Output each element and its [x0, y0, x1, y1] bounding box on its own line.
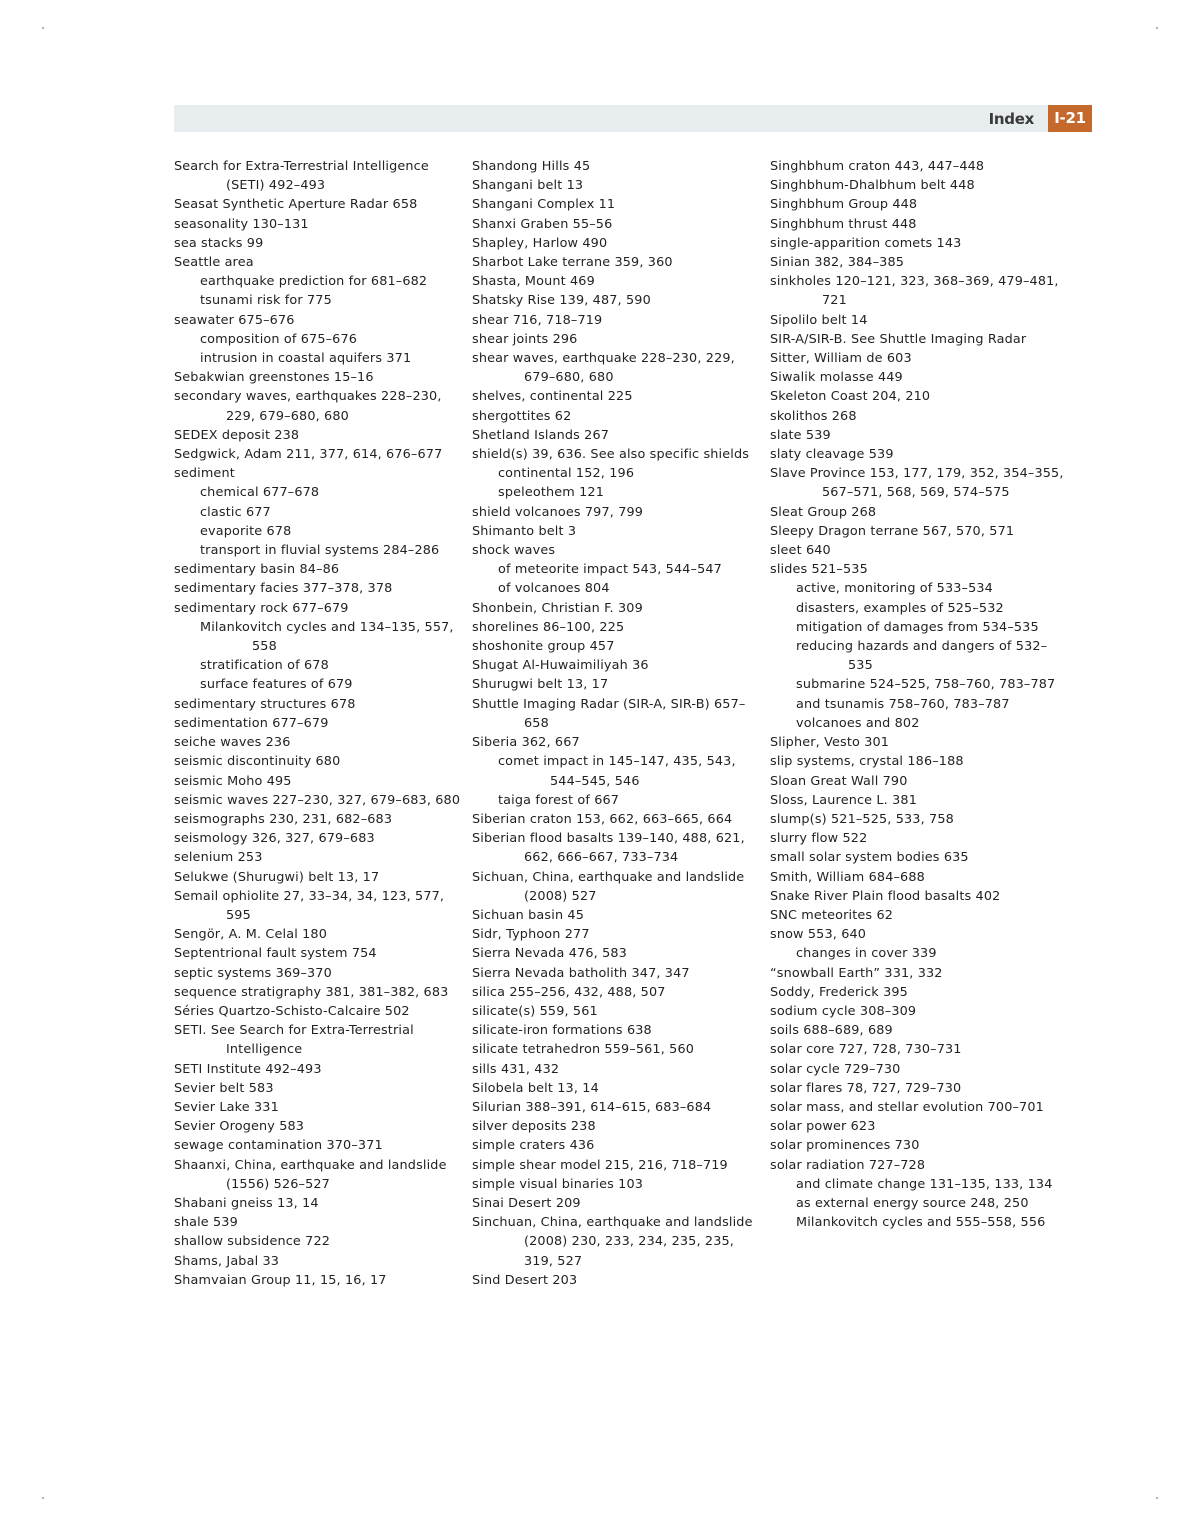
- index-entry: shoshonite group 457: [472, 639, 615, 655]
- index-subentry: continental 152, 196: [498, 466, 635, 482]
- index-subentry: Milankovitch cycles and 555–558, 556: [796, 1215, 1046, 1231]
- index-entry: slump(s) 521–525, 533, 758: [770, 811, 954, 827]
- index-entry: Shuttle Imaging Radar (SIR-A, SIR-B) 657–658: [472, 696, 746, 731]
- index-entry: Silobela belt 13, 14: [472, 1080, 599, 1096]
- index-entry: small solar system bodies 635: [770, 850, 969, 866]
- index-entry: single-apparition comets 143: [770, 235, 962, 251]
- index-entry: Siberia 362, 667: [472, 735, 580, 751]
- index-subentry: intrusion in coastal aquifers 371: [200, 351, 412, 367]
- index-entry: Sloss, Laurence L. 381: [770, 792, 917, 808]
- index-entry: Sleepy Dragon terrane 567, 570, 571: [770, 523, 1015, 539]
- index-entry: sedimentary facies 377–378, 378: [174, 581, 393, 597]
- index-subentry: clastic 677: [200, 504, 271, 520]
- index-subentry: Milankovitch cycles and 134–135, 557, 558: [200, 619, 454, 655]
- index-entry: Sind Desert 203: [472, 1272, 578, 1288]
- index-entry: Snake River Plain flood basalts 402: [770, 888, 1001, 904]
- index-entry: Semail ophiolite 27, 33–34, 34, 123, 577, 595: [174, 888, 445, 923]
- index-entry: Sierra Nevada 476, 583: [472, 946, 627, 962]
- index-entry: Singhbhum Group 448: [770, 197, 918, 213]
- index-entry: Shangani Complex 11: [472, 197, 616, 213]
- index-entry: Shanxi Graben 55–56: [472, 216, 613, 232]
- index-subentry: of volcanoes 804: [498, 581, 610, 597]
- index-entry: simple craters 436: [472, 1138, 595, 1154]
- running-header: [174, 105, 1092, 132]
- index-entry: Siberian craton 153, 662, 663–665, 664: [472, 811, 733, 827]
- index-entry: Sevier belt 583: [174, 1080, 274, 1096]
- index-entry: “snowball Earth” 331, 332: [770, 965, 943, 981]
- index-entry: seismology 326, 327, 679–683: [174, 831, 375, 847]
- index-entry: shorelines 86–100, 225: [472, 619, 625, 635]
- index-entry: shear waves, earthquake 228–230, 229, 679–680, 680: [472, 351, 735, 386]
- index-subentry: as external energy source 248, 250: [796, 1195, 1029, 1211]
- index-entry: simple visual binaries 103: [472, 1176, 644, 1192]
- index-entry: septic systems 369–370: [174, 965, 332, 981]
- index-entry: Séries Quartzo-Schisto-Calcaire 502: [174, 1003, 410, 1019]
- index-entry: slides 521–535: [770, 562, 868, 578]
- index-subentry: comet impact in 145–147, 435, 543, 544–545, 546: [498, 754, 736, 789]
- index-entry: sills 431, 432: [472, 1061, 560, 1077]
- index-entry: solar radiation 727–728: [770, 1157, 926, 1173]
- index-entry: Shaanxi, China, earthquake and landslide (1556) 526–527: [174, 1157, 447, 1192]
- index-entry: Shandong Hills 45: [472, 159, 591, 174]
- index-entry: Sipolilo belt 14: [770, 312, 868, 328]
- index-entry: Shabani gneiss 13, 14: [174, 1195, 319, 1211]
- index-entry: sodium cycle 308–309: [770, 1003, 917, 1019]
- index-entry: silver deposits 238: [472, 1119, 596, 1135]
- index-entry: Shams, Jabal 33: [174, 1253, 280, 1269]
- index-entry: Shurugwi belt 13, 17: [472, 677, 609, 693]
- index-entry: seismic waves 227–230, 327, 679–683, 680: [174, 792, 461, 808]
- index-entry: sewage contamination 370–371: [174, 1138, 383, 1154]
- index-entry: solar prominences 730: [770, 1138, 920, 1154]
- index-entry: Shamvaian Group 11, 15, 16, 17: [174, 1272, 387, 1288]
- index-entry: Shugat Al-Huwaimiliyah 36: [472, 658, 649, 674]
- index-entry: Sinian 382, 384–385: [770, 255, 905, 271]
- index-entry: Shimanto belt 3: [472, 523, 577, 539]
- index-entry: Singhbhum thrust 448: [770, 216, 917, 232]
- index-subentry: volcanoes and 802: [796, 715, 920, 731]
- index-subentry: transport in fluvial systems 284–286: [200, 543, 440, 559]
- index-entry: Sengör, A. M. Celal 180: [174, 927, 328, 943]
- index-entry: slurry flow 522: [770, 831, 868, 847]
- index-entry: Singhbhum-Dhalbhum belt 448: [770, 178, 975, 194]
- index-entry: sedimentation 677–679: [174, 715, 329, 731]
- index-entry: sedimentary rock 677–679: [174, 600, 349, 616]
- index-entry: Sinchuan, China, earthquake and landslide (2008) 230, 233, 234, 235, 235, 319, 527: [472, 1215, 753, 1269]
- index-entry: seawater 675–676: [174, 312, 295, 328]
- index-entry: Sichuan basin 45: [472, 907, 585, 923]
- index-entry: seismic Moho 495: [174, 773, 292, 789]
- index-subentry: surface features of 679: [200, 677, 353, 693]
- index-entry: Shangani belt 13: [472, 178, 584, 194]
- index-subentry: changes in cover 339: [796, 946, 937, 962]
- index-entry: sedimentary basin 84–86: [174, 562, 340, 578]
- index-entry: selenium 253: [174, 850, 263, 866]
- index-subentry: composition of 675–676: [200, 331, 358, 347]
- index-entry: shield volcanoes 797, 799: [472, 504, 644, 520]
- index-entry: Sleat Group 268: [770, 504, 877, 520]
- index-entry: silicate(s) 559, 561: [472, 1003, 598, 1019]
- index-subentry: evaporite 678: [200, 523, 292, 539]
- index-entry: slaty cleavage 539: [770, 447, 894, 463]
- index-entry: silica 255–256, 432, 488, 507: [472, 984, 666, 1000]
- index-entry: shelves, continental 225: [472, 389, 633, 405]
- index-column-3: [770, 157, 1065, 1232]
- index-entry: SEDEX deposit 238: [174, 427, 300, 443]
- index-entry: Sloan Great Wall 790: [770, 773, 908, 789]
- index-entry: Sinai Desert 209: [472, 1195, 581, 1211]
- index-entry: solar core 727, 728, 730–731: [770, 1042, 962, 1058]
- index-column-1: [174, 157, 469, 1290]
- index-entry: Seasat Synthetic Aperture Radar 658: [174, 197, 418, 213]
- index-subentry: and tsunamis 758–760, 783–787: [796, 696, 1010, 712]
- index-entry: solar mass, and stellar evolution 700–701: [770, 1099, 1044, 1115]
- section-title: Index: [988, 110, 1034, 128]
- index-entry: Siwalik molasse 449: [770, 370, 903, 386]
- index-entry: snow 553, 640: [770, 927, 867, 943]
- index-entry: Shapley, Harlow 490: [472, 235, 608, 251]
- index-entry: Shatsky Rise 139, 487, 590: [472, 293, 651, 309]
- index-entry: solar flares 78, 727, 729–730: [770, 1080, 962, 1096]
- index-subentry: tsunami risk for 775: [200, 293, 332, 309]
- index-entry: Smith, William 684–688: [770, 869, 925, 885]
- index-entry: Search for Extra-Terrestrial Intelligence (SETI) 492–493: [174, 159, 429, 194]
- index-entry: Sichuan, China, earthquake and landslide (2008) 527: [472, 869, 745, 904]
- index-subentry: earthquake prediction for 681–682: [200, 274, 428, 290]
- index-entry: SETI Institute 492–493: [174, 1061, 322, 1077]
- crop-mark-bottom-right: [1156, 1497, 1158, 1499]
- index-subentry: submarine 524–525, 758–760, 783–787: [796, 677, 1056, 693]
- index-entry: SNC meteorites 62: [770, 907, 894, 923]
- index-subentry: speleothem 121: [498, 485, 604, 501]
- crop-mark-bottom-left: [42, 1497, 44, 1499]
- crop-mark-top-right: [1156, 27, 1158, 29]
- index-entry: solar power 623: [770, 1119, 876, 1135]
- index-entry: solar cycle 729–730: [770, 1061, 901, 1077]
- index-entry: sediment: [174, 466, 235, 482]
- index-subentry: of meteorite impact 543, 544–547: [498, 562, 722, 578]
- index-entry: SETI. See Search for Extra-Terrestrial Intelligence: [174, 1023, 414, 1058]
- index-entry: sequence stratigraphy 381, 381–382, 683: [174, 984, 449, 1000]
- index-entry: shear joints 296: [472, 331, 578, 347]
- index-entry: Sevier Lake 331: [174, 1099, 279, 1115]
- index-entry: Soddy, Frederick 395: [770, 984, 908, 1000]
- index-subentry: mitigation of damages from 534–535: [796, 619, 1039, 635]
- index-entry: Sedgwick, Adam 211, 377, 614, 676–677: [174, 447, 443, 463]
- index-entry: soils 688–689, 689: [770, 1023, 893, 1039]
- index-entry: Sitter, William de 603: [770, 351, 912, 367]
- index-entry: seiche waves 236: [174, 735, 291, 751]
- index-entry: sinkholes 120–121, 323, 368–369, 479–481, 721: [770, 274, 1059, 309]
- index-entry: secondary waves, earthquakes 228–230, 229, 679–680, 680: [174, 389, 442, 424]
- index-entry: Shonbein, Christian F. 309: [472, 600, 643, 616]
- index-entry: seasonality 130–131: [174, 216, 309, 232]
- index-subentry: reducing hazards and dangers of 532–535: [796, 639, 1048, 674]
- index-entry: sleet 640: [770, 543, 831, 559]
- index-entry: shock waves: [472, 543, 556, 559]
- index-entry: SIR-A/SIR-B. See Shuttle Imaging Radar: [770, 331, 1027, 347]
- index-entry: Singhbhum craton 443, 447–448: [770, 159, 985, 174]
- index-entry: shergottites 62: [472, 408, 572, 424]
- index-entry: Silurian 388–391, 614–615, 683–684: [472, 1099, 712, 1115]
- index-entry: shale 539: [174, 1215, 238, 1231]
- index-entry: shield(s) 39, 636. See also specific shields: [472, 447, 750, 463]
- index-entry: Skeleton Coast 204, 210: [770, 389, 931, 405]
- index-entry: shear 716, 718–719: [472, 312, 603, 328]
- index-entry: sea stacks 99: [174, 235, 264, 251]
- index-entry: seismographs 230, 231, 682–683: [174, 811, 393, 827]
- crop-mark-top-left: [42, 27, 44, 29]
- index-entry: Shetland Islands 267: [472, 427, 610, 443]
- index-entry: Siberian flood basalts 139–140, 488, 621, 662, 666–667, 733–734: [472, 831, 745, 866]
- index-entry: Sidr, Typhoon 277: [472, 927, 590, 943]
- index-entry: seismic discontinuity 680: [174, 754, 341, 770]
- index-entry: slip systems, crystal 186–188: [770, 754, 964, 770]
- index-column-2: [472, 157, 767, 1290]
- index-subentry: and climate change 131–135, 133, 134: [796, 1176, 1053, 1192]
- index-entry: Slave Province 153, 177, 179, 352, 354–355, 567–571, 568, 569, 574–575: [770, 466, 1064, 501]
- index-entry: Sebakwian greenstones 15–16: [174, 370, 374, 386]
- index-entry: simple shear model 215, 216, 718–719: [472, 1157, 728, 1173]
- index-subentry: disasters, examples of 525–532: [796, 600, 1004, 616]
- index-entry: slate 539: [770, 427, 831, 443]
- index-entry: Shasta, Mount 469: [472, 274, 595, 290]
- index-entry: Seattle area: [174, 255, 254, 271]
- index-subentry: taiga forest of 667: [498, 792, 620, 808]
- index-entry: Sierra Nevada batholith 347, 347: [472, 965, 690, 981]
- page-number-tab: I-21: [1048, 105, 1092, 132]
- index-entry: Sevier Orogeny 583: [174, 1119, 305, 1135]
- index-entry: shallow subsidence 722: [174, 1234, 331, 1250]
- index-entry: sedimentary structures 678: [174, 696, 356, 712]
- index-entry: silicate-iron formations 638: [472, 1023, 652, 1039]
- index-subentry: stratification of 678: [200, 658, 329, 674]
- index-entry: Sharbot Lake terrane 359, 360: [472, 255, 673, 271]
- index-entry: skolithos 268: [770, 408, 857, 424]
- index-subentry: chemical 677–678: [200, 485, 320, 501]
- index-entry: Selukwe (Shurugwi) belt 13, 17: [174, 869, 380, 885]
- index-entry: Slipher, Vesto 301: [770, 735, 890, 751]
- index-subentry: active, monitoring of 533–534: [796, 581, 993, 597]
- index-entry: Septentrional fault system 754: [174, 946, 377, 962]
- index-entry: silicate tetrahedron 559–561, 560: [472, 1042, 695, 1058]
